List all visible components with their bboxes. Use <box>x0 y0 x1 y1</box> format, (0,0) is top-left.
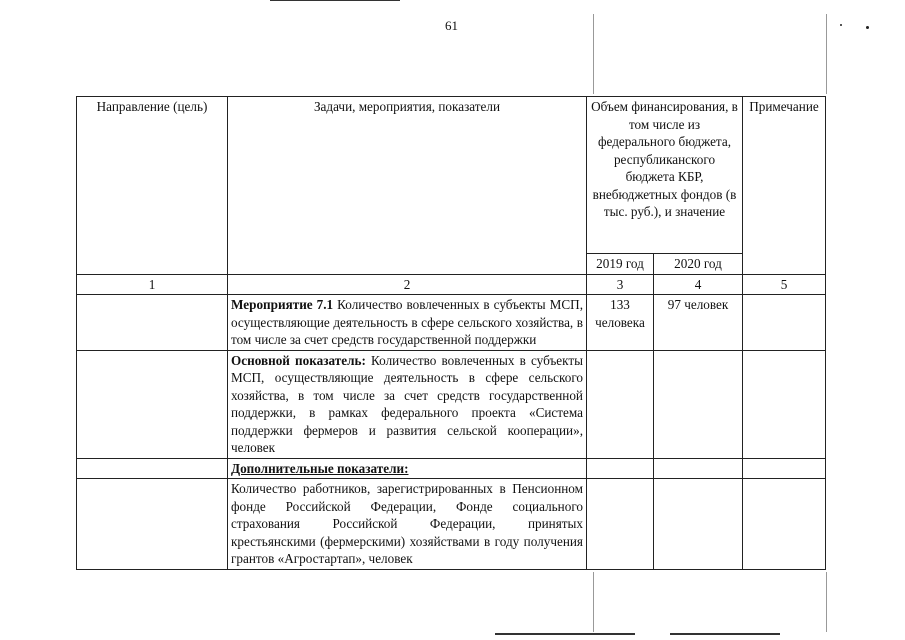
row-text: Количество вовлеченных в субъекты МСП, осуществляющие деятельность в сфере сельского хозяйства, в том числе за счет средств государственной поддержки, в рамках федерального проекта «Система поддержки фермеров и развития сельской кооперации», человек <box>231 352 583 455</box>
row-bold-label: Мероприятие 7.1 <box>231 297 334 312</box>
row-text: Количество работников, зарегистрированных в Пенсионном фонде Российской Федерации, Фонде социального страхования Российской Федерации, принятых крестьянскими (фермерскими) хозяйствами в году получения грантов «Агростартап», человек <box>231 481 583 566</box>
direction-cell <box>77 458 228 479</box>
direction-cell <box>77 479 228 570</box>
note-cell <box>743 350 826 458</box>
direction-cell <box>77 350 228 458</box>
value-2020-cell <box>654 458 743 479</box>
table-row <box>77 458 826 479</box>
table-row <box>77 295 826 351</box>
header-direction: Направление (цель) <box>77 97 228 275</box>
scan-artifact-dot <box>866 26 869 29</box>
direction-cell <box>77 295 228 351</box>
value-2020-cell <box>654 479 743 570</box>
program-table <box>76 96 826 570</box>
value-2020-cell <box>654 350 743 458</box>
page-number: 61 <box>445 18 458 33</box>
value-2020-cell: 97 человек <box>654 295 743 351</box>
scan-artifact-line <box>495 633 635 635</box>
scan-artifact-line <box>270 0 400 1</box>
column-number: 4 <box>654 274 743 295</box>
column-number-row <box>77 274 826 295</box>
header-financing: Объем финансирования, в том числе из федерального бюджета, республиканского бюджета КБР, внебюджетных фондов (в тыс. руб.), и значение <box>587 97 743 254</box>
task-cell <box>228 295 587 351</box>
value-2019-cell <box>587 458 654 479</box>
scan-artifact-line <box>826 572 827 632</box>
note-cell <box>743 479 826 570</box>
scan-artifact-dot <box>840 24 842 26</box>
scan-artifact-line <box>593 572 594 632</box>
task-cell <box>228 458 587 479</box>
header-tasks: Задачи, мероприятия, показатели <box>228 97 587 275</box>
scan-artifact-line <box>670 633 780 635</box>
task-cell <box>228 479 587 570</box>
column-number: 3 <box>587 274 654 295</box>
header-year-2019: 2019 год <box>587 254 654 275</box>
value-2019-cell: 133 человека <box>587 295 654 351</box>
scan-artifact-line <box>826 14 827 94</box>
note-cell <box>743 295 826 351</box>
header-row <box>77 97 826 254</box>
table-row <box>77 479 826 570</box>
column-number: 2 <box>228 274 587 295</box>
note-cell <box>743 458 826 479</box>
row-text: Количество вовлеченных в субъекты МСП, осуществляющие деятельность в сфере сельского хозяйства, в том числе за счет средств государственной поддержки <box>231 297 583 347</box>
row-bold-label: Основной показатель: <box>231 352 366 368</box>
column-number: 1 <box>77 274 228 295</box>
value-2019-cell <box>587 350 654 458</box>
row-bold-label: Дополнительные показатели: <box>231 460 409 476</box>
header-year-2020: 2020 год <box>654 254 743 275</box>
column-number: 5 <box>743 274 826 295</box>
task-cell <box>228 350 587 458</box>
scan-artifact-line <box>593 14 594 94</box>
value-2019-cell <box>587 479 654 570</box>
table-row <box>77 350 826 458</box>
header-note: Примечание <box>743 97 826 275</box>
